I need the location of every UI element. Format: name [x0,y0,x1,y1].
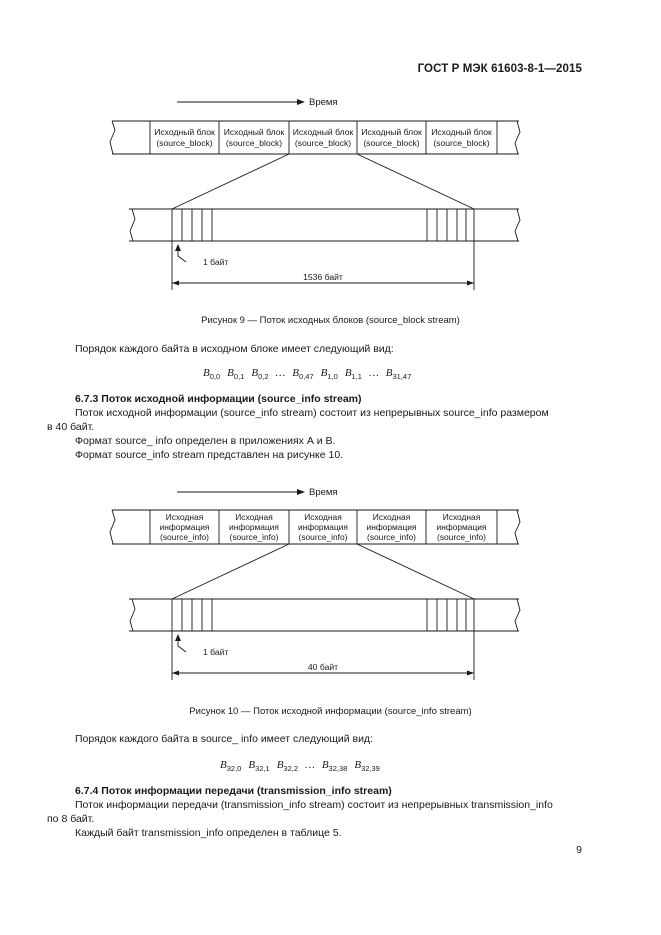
section-6-7-3-heading: 6.7.3 Поток исходной информации (source_info stream) [75,393,362,405]
formula-term: $B_{32,39}$ [354,759,380,774]
figure-9-diagram [0,90,661,305]
top-break-right [515,510,520,544]
section-6-7-4-heading: 6.7.4 Поток информации передачи (transmission_info stream) [75,785,392,797]
block-label: информация [229,522,279,532]
formula-term: $B_{32,38}$ [321,759,348,774]
block-label: информация [159,522,210,532]
time-arrowhead [297,99,305,105]
top-break-left [110,510,115,544]
time-label: Время [309,487,338,498]
block-label: (source_info) [160,532,209,542]
formula-term: $B_{0,0}$ [203,367,221,382]
block-label: (source_block) [363,138,420,148]
block-label: Исходная [304,512,342,522]
block-label: (source_info) [298,532,348,542]
byte-order-intro: Порядок каждого байта в source_ info имеет следующий вид: [75,733,373,745]
expand-right-line [357,154,474,209]
block-label: (source_block) [156,138,213,148]
byte-label: 1 байт [203,647,229,657]
block-label: Исходный блок [361,127,422,137]
block-label: Исходная [165,512,204,522]
expand-left-line [172,544,289,599]
bottom-break-right [515,599,520,631]
expand-right-line [357,544,474,599]
bottom-break-left [130,599,135,631]
bottom-break-right [515,209,520,241]
paragraph: Поток исходной информации (source_info stream) состоит из непрерывных source_info размером [75,407,549,419]
block-label: (source_info) [229,532,279,542]
bottom-stream-band [129,209,519,241]
bytes-right [427,209,474,241]
paragraph: Каждый байт transmission_info определен в таблице 5. [75,827,342,839]
time-label: Время [309,97,338,108]
top-break-right [515,121,520,154]
block-label: Исходный блок [154,127,215,137]
byte-label: 1 байт [203,257,229,267]
formula-term: $B_{32,2}$ [276,759,299,774]
formula-term: … [275,367,286,379]
formula-term: $B_{31,47}$ [385,367,412,382]
paragraph: Формат source_info stream представлен на рисунке 10. [75,449,344,461]
block-label: информация [436,522,487,532]
formula-term: … [305,759,315,771]
block-label: (source_block) [294,138,352,148]
formula-term: $B_{32,1}$ [248,759,270,774]
block-label: Исходный блок [431,127,492,137]
formula-term: $B_{0,2}$ [251,367,269,382]
figure-10-caption: Рисунок 10 — Поток исходной информации (source_info stream) [189,706,472,717]
bytes-right [427,599,474,631]
paragraph: Поток информации передачи (transmission_info stream) состоит из непрерывных transmission_info [75,799,553,811]
bottom-stream-band [129,599,519,631]
byte-order-formula [203,367,418,381]
formula-term: $B_{1,1}$ [344,367,362,382]
block-label: информация [366,522,417,532]
expand-left-line [172,154,289,209]
formula-term: $B_{0,1}$ [227,367,245,382]
page-number: 9 [576,844,582,856]
formula-term: … [368,367,379,379]
time-arrowhead [297,489,305,495]
top-break-left [110,121,115,154]
figure-9-caption: Рисунок 9 — Поток исходных блоков (source_block stream) [201,315,460,326]
total-label: 40 байт [307,662,339,672]
bytes-left [172,599,212,631]
bottom-break-left [130,209,135,241]
paragraph: в 40 байт. [47,421,95,433]
byte-order-formula [220,759,387,773]
formula-term: $B_{0,47}$ [292,367,314,382]
block-label: Исходный блок [223,127,285,137]
block-label: информация [298,522,348,532]
block-label: (source_block) [225,138,283,148]
standard-header: ГОСТ Р МЭК 61603-8-1—2015 [417,63,582,75]
block-label: Исходный блок [292,127,354,137]
paragraph: по 8 байт. [47,813,95,825]
block-label: Исходная [442,512,481,522]
bytes-left [172,209,212,241]
paragraph: Формат source_ info определен в приложениях А и В. [75,435,336,447]
block-label: (source_info) [367,532,416,542]
block-label: Исходная [235,512,273,522]
byte-order-intro: Порядок каждого байта в исходном блоке имеет следующий вид: [75,343,394,355]
block-label: Исходная [372,512,411,522]
formula-term: $B_{32,0}$ [220,759,242,774]
block-label: (source_block) [433,138,490,148]
block-label: (source_info) [437,532,486,542]
figure-10-diagram [0,480,661,695]
formula-term: $B_{1,0}$ [320,367,338,382]
total-label: 1536 байт [303,272,343,282]
